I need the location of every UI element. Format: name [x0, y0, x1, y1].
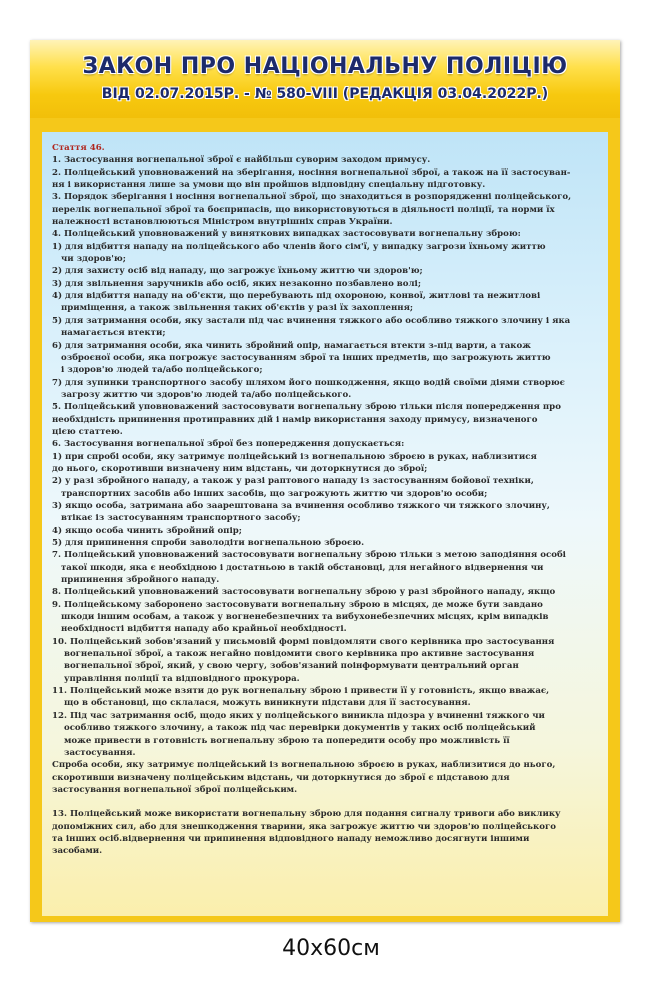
article-line: до нього, скоротивши визначену ним відстань, чи доторкнутися до зброї;	[52, 463, 428, 474]
article-line: 5) для припинення спроби заволодіти вогнепальною зброєю.	[52, 538, 365, 548]
article-line: засобами.	[52, 846, 103, 857]
article-line: перелік вогнепальної зброї та боєприпасів, що використовуються в діяльності поліції, та норми їх	[52, 204, 555, 215]
article-line: приміщення, а також звільнення таких об'єктів у разі їх захоплення;	[52, 303, 414, 314]
article-line: особливо тяжкого злочину, а також під час перевірки документів у таких осіб поліцейський	[52, 723, 536, 734]
article-line: 4) для відбиття нападу на об'єкти, що перебувають під охороною, конвої, житлові та нежитлові	[52, 291, 541, 302]
article-line: шкоди іншим особам, а також у вогненебезпечних та вибухонебезпечних місцях, крім випадків	[52, 612, 549, 623]
article-line: скоротивши визначену поліцейським відстань, чи доторкнутися до зброї є підставою для	[52, 772, 510, 783]
article-line: 6. Застосування вогнепальної зброї без попередження допускається:	[52, 439, 405, 450]
article-line: 2) у разі збройного нападу, а також у разі раптового нападу із застосуванням бойової техніки,	[52, 476, 534, 487]
article-line: припинення збройного нападу.	[52, 575, 220, 586]
page-subtitle: ВІД 02.07.2015Р. - № 580-VIII (РЕДАКЦІЯ 03.04.2022Р.)	[101, 86, 549, 102]
article-line: 6) для затримання особи, яка чинить збройний опір, намагається втекти з-під варти, а також	[52, 340, 531, 351]
article-line: загрозу життю чи здоров'ю людей та/або поліцейського.	[52, 389, 352, 400]
article-line: необхідність припинення протиправних дій і намір використання заходу примусу, визначеного	[52, 414, 538, 425]
article-line: 3) якщо особа, затримана або заарештована за вчинення особливо тяжкого чи тяжкого злочину,	[52, 500, 550, 511]
article-line: може привести в готовність вогнепальну зброю та попередити особу про можливість її	[52, 735, 510, 746]
article-line: 2) для захисту осіб від нападу, що загрожує їхньому життю чи здоров'ю;	[52, 266, 423, 277]
article-line: допоміжних сил, або для знешкодження тварини, яка загрожує життю чи здоров'ю поліцейського	[52, 821, 556, 832]
article-line: транспортних засобів або інших засобів, що загрожують життю чи здоров'ю особи;	[52, 488, 488, 499]
article-line: 2. Поліцейський уповноважений на зберігання, носіння вогнепальної зброї, а також на її застосуван-	[52, 167, 571, 178]
article-line: втікає із застосуванням транспортного засобу;	[52, 513, 301, 524]
article-line: та інших осіб.відвернення чи припинення відповідного нападу неможливо досягнути іншими	[52, 833, 530, 844]
article-line: цією статтею.	[52, 426, 123, 437]
article-line: 1) для відбиття нападу на поліцейського або членів його сім'ї, у випадку загрози їхньому життю	[52, 241, 546, 252]
article-line: 3) для звільнення заручників або осіб, яких незаконно позбавлено волі;	[52, 278, 421, 289]
article-line: що в обстановці, що склалася, можуть виникнути підстави для її застосування.	[52, 698, 471, 709]
article-line: Спроба особи, яку затримує поліцейський із вогнепальною зброєю в руках, наблизитися до нього,	[52, 760, 556, 771]
article-line: вогнепальної зброї, а також негайно повідомити свого керівника про активне застосування	[52, 649, 535, 660]
article-line: необхідності відбиття нападу або крайньої необхідності.	[52, 624, 347, 635]
article-heading: Стаття 46.	[52, 143, 105, 153]
article-line: і здоров'ю людей та/або поліцейського;	[52, 365, 263, 376]
stand-poster	[30, 40, 620, 922]
article-text	[52, 142, 600, 858]
article-line: вогнепальної зброї, який, у свою чергу, зобов'язаний поінформувати центральний орган	[52, 661, 519, 672]
header-banner	[30, 40, 620, 118]
article-line: належності встановлюються Міністром внутрішніх справ України.	[52, 217, 393, 228]
article-line: застосування вогнепальної зброї поліцейським.	[52, 784, 298, 795]
article-line: 5. Поліцейський уповноважений застосовувати вогнепальну зброю тільки після попередження про	[52, 402, 561, 413]
article-line: 5) для затримання особи, яку застали під час вчинення тяжкого або особливо тяжкого злочину і яка	[52, 315, 571, 326]
size-label: 40х60см	[282, 936, 380, 961]
article-line: 4. Поліцейський уповноважений у винятковиx випадках застосовувати вогнепальну зброю:	[52, 229, 521, 240]
article-line: 1. Застосування вогнепальної зброї є найбільш суворим заходом примусу.	[52, 155, 431, 166]
article-line: 10. Поліцейський зобов'язаний у письмовій формі повідомляти свого керівника про застосування	[52, 636, 555, 647]
page-title: ЗАКОН ПРО НАЦІОНАЛЬНУ ПОЛІЦІЮ	[82, 54, 568, 79]
article-line: 3. Порядок зберігання і носіння вогнепальної зброї, що знаходиться в розпорядженні поліцейського,	[52, 192, 572, 203]
article-line: 9. Поліцейському заборонено застосовувати вогнепальну зброю в місцях, де може бути завдано	[52, 599, 543, 610]
article-line: намагається втекти;	[52, 328, 166, 339]
content-panel	[42, 132, 608, 916]
article-line: 7) для зупинки транспортного засобу шляхом його пошкодження, якщо водій своїми діями створює	[52, 377, 565, 388]
article-line: 13. Поліцейський може використати вогнепальну зброю для подання сигналу тривоги або виклику	[52, 809, 561, 820]
article-line: 1) при спробі особи, яку затримує поліцейський із вогнепальною зброєю в руках, наблизитися	[52, 451, 537, 462]
article-line: такої шкоди, яка є необхідною і достатньою в такій обстановці, для негайного відвернення чи	[52, 562, 544, 573]
article-line: 12. Під час затримання осіб, щодо яких у поліцейського виникла підозра у вчиненні тяжкого чи	[52, 710, 545, 721]
article-line: чи здоров'ю;	[52, 254, 126, 265]
article-line: 11. Поліцейський може взяти до рук вогнепальну зброю і привести її у готовність, якщо вважає,	[52, 686, 550, 697]
article-line: 4) якщо особа чинить збройний опір;	[52, 525, 242, 536]
article-line: озброєної особи, яка погрожує застосуванням зброї та інших предметів, що загрожують життю	[52, 352, 551, 363]
article-line: ня і використання лише за умови що він пройшов відповідну спеціальну підготовку.	[52, 180, 486, 191]
article-line: 8. Поліцейський уповноважений застосовувати вогнепальну зброю у разі збройного нападу, якщо	[52, 587, 556, 598]
article-line: управління поліції та відповідного прокурора.	[52, 673, 300, 684]
article-line: 7. Поліцейський уповноважений застосовувати вогнепальну зброю тільки з метою заподіяння особі	[52, 550, 566, 561]
article-line: застосування.	[52, 747, 136, 758]
